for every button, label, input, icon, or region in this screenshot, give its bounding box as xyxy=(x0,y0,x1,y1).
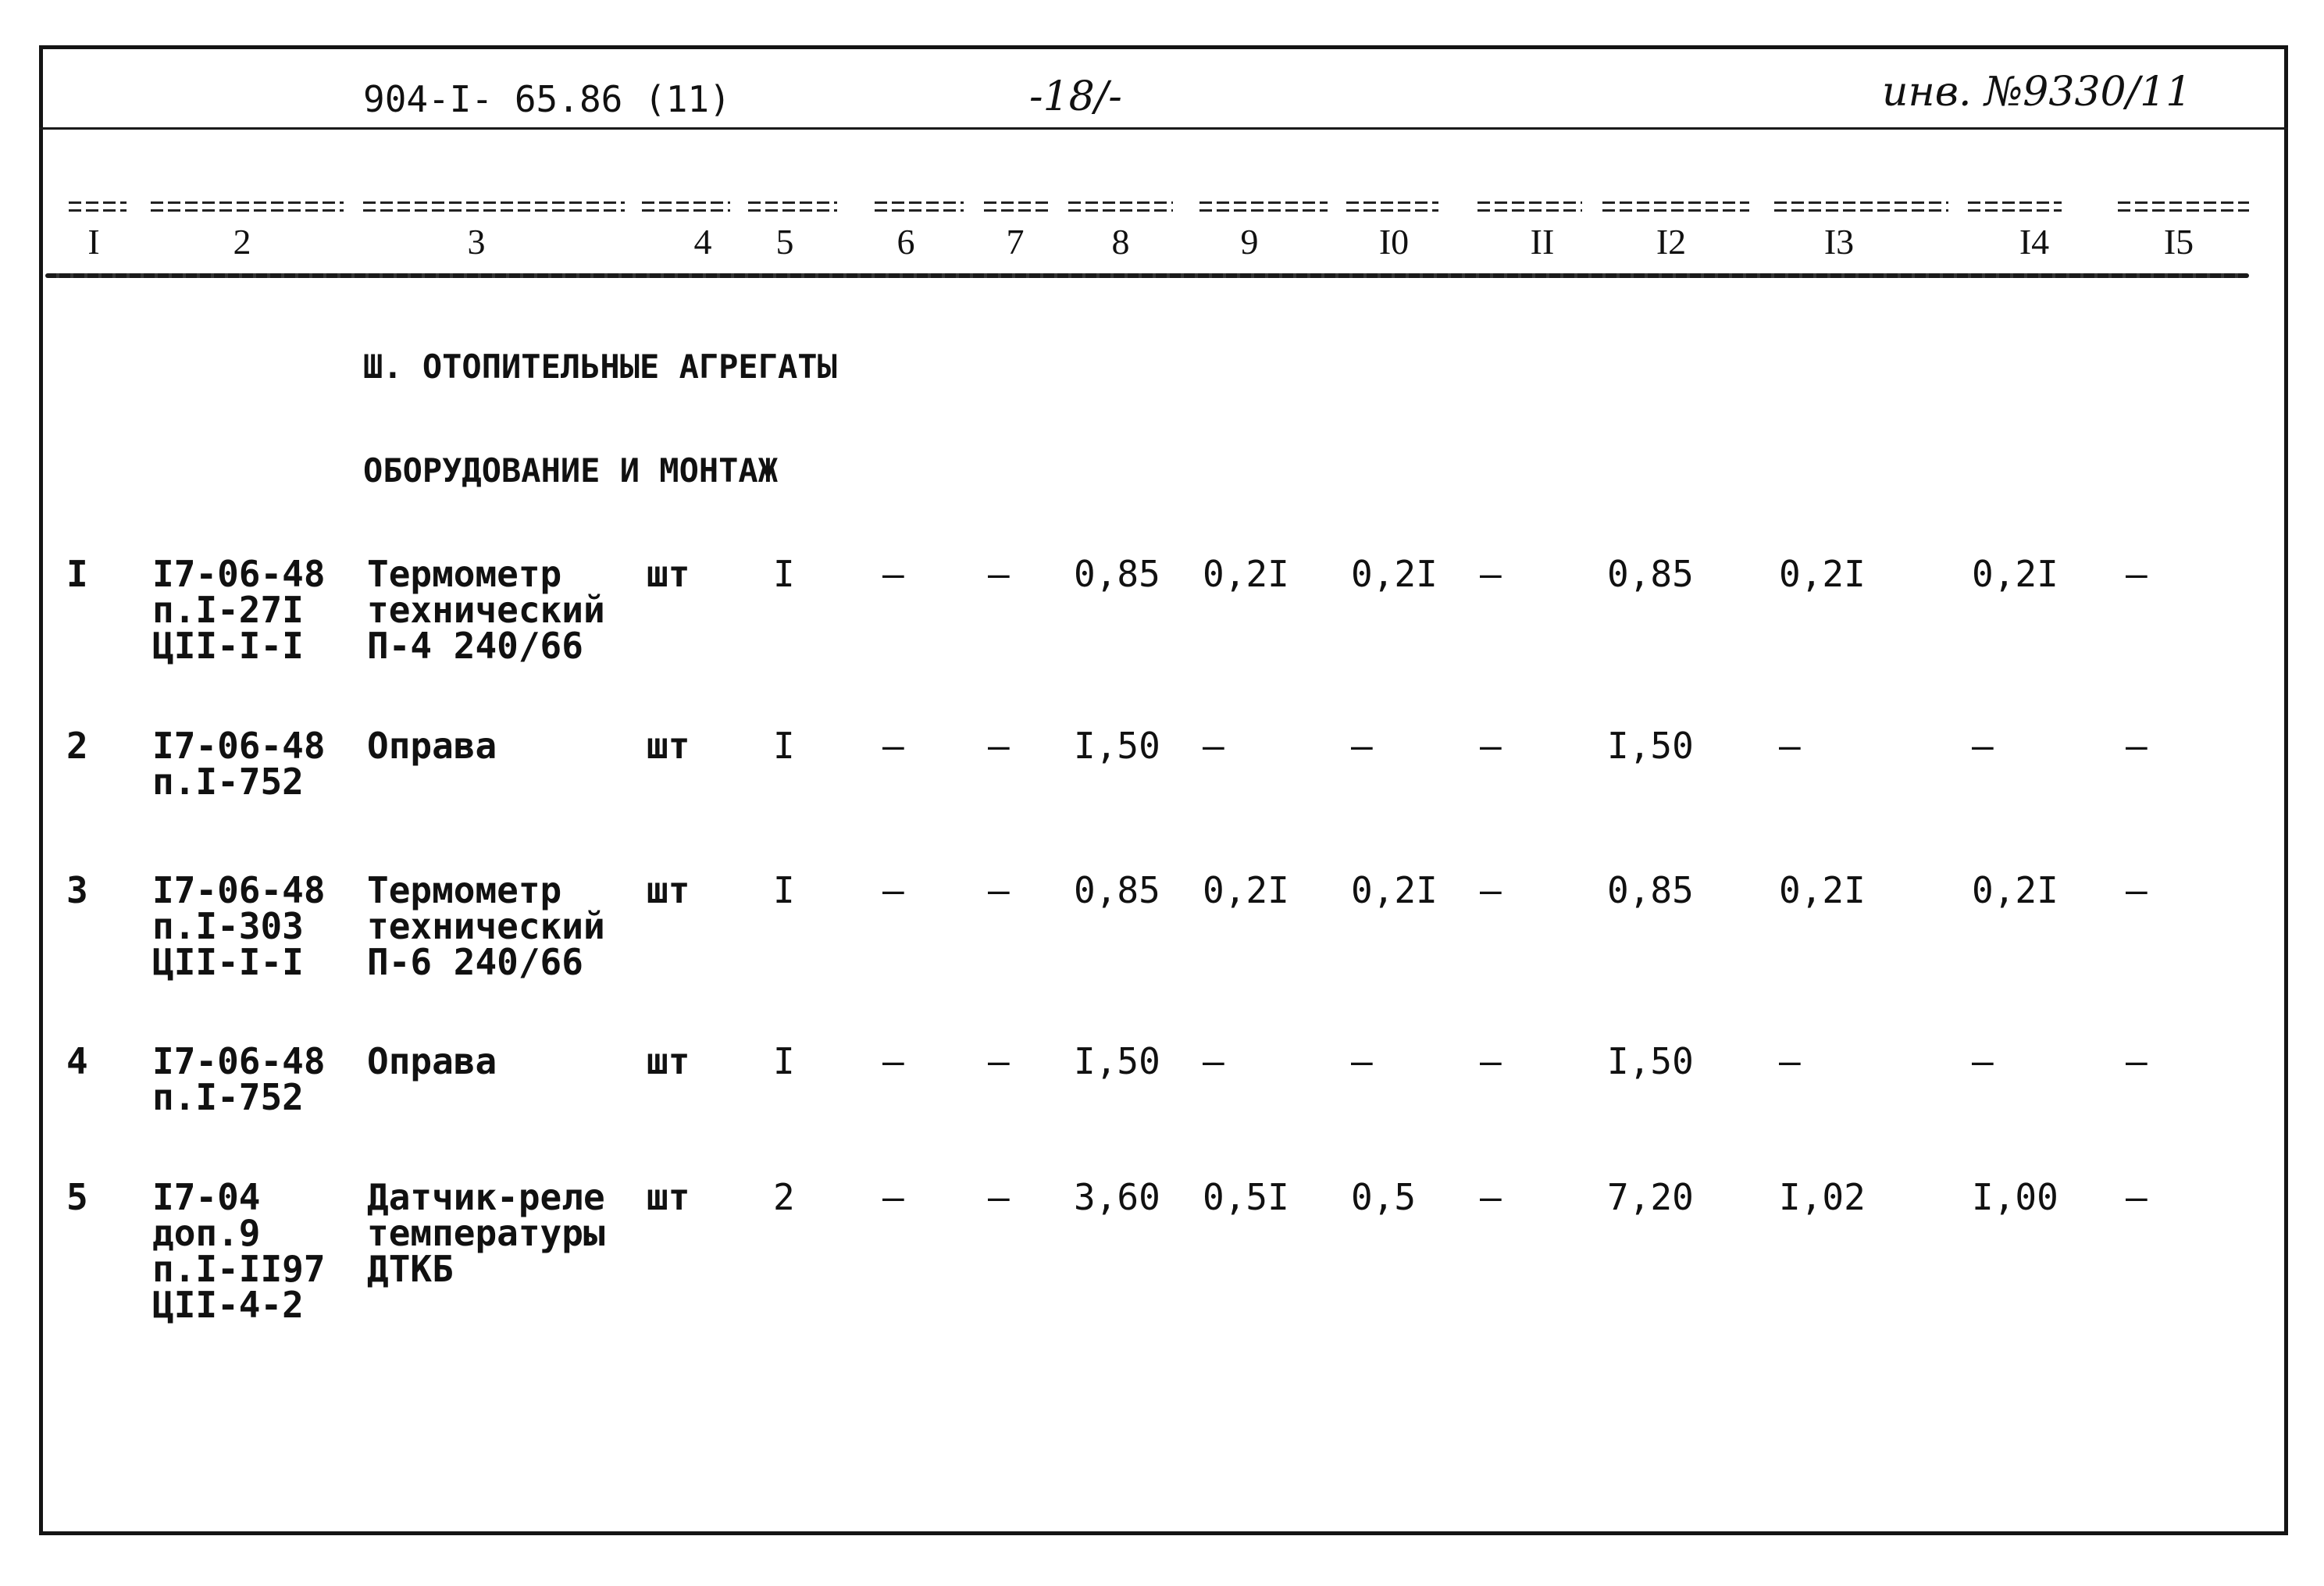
cell-line: Термометр xyxy=(367,869,562,911)
cell-line: Термометр xyxy=(367,553,562,595)
cell-name xyxy=(367,725,497,767)
cell-unit: шт xyxy=(647,553,690,595)
cell-line: I7-06-48 xyxy=(152,869,326,911)
cell-c6: – xyxy=(882,1040,904,1082)
header-double-rule xyxy=(748,201,837,204)
cell-c11: – xyxy=(1480,725,1502,767)
cell-c15: – xyxy=(2126,553,2148,595)
cell-c8: 3,60 xyxy=(1074,1176,1160,1218)
column-number: I2 xyxy=(1656,222,1687,262)
cell-unit: шт xyxy=(647,1176,690,1218)
cell-code xyxy=(152,869,326,983)
cell-name xyxy=(367,1040,497,1082)
header-double-rule xyxy=(363,201,625,204)
header-double-rule xyxy=(984,209,1048,212)
header-double-rule xyxy=(1199,201,1328,204)
column-number: 5 xyxy=(775,222,794,262)
column-number: 9 xyxy=(1240,222,1259,262)
page-number: -18/- xyxy=(1029,73,1122,120)
column-number: 3 xyxy=(467,222,486,262)
cell-c5: I xyxy=(773,869,795,911)
column-number: I xyxy=(87,222,100,262)
cell-c10: – xyxy=(1351,1040,1373,1082)
cell-c14: I,00 xyxy=(1972,1176,2058,1218)
cell-line: ЦII-I-I xyxy=(152,625,304,667)
column-number: 8 xyxy=(1111,222,1130,262)
cell-c13: I,02 xyxy=(1779,1176,1866,1218)
header-double-rule xyxy=(1968,201,2062,204)
cell-c9: 0,2I xyxy=(1203,869,1289,911)
cell-n: 2 xyxy=(66,725,88,767)
cell-line: технический xyxy=(367,905,605,947)
cell-c12: 0,85 xyxy=(1607,869,1694,911)
column-number: 7 xyxy=(1006,222,1025,262)
cell-line: п.I-27I xyxy=(152,589,304,631)
cell-c12: 0,85 xyxy=(1607,553,1694,595)
column-number: I3 xyxy=(1823,222,1855,262)
cell-code xyxy=(152,553,326,667)
cell-c7: – xyxy=(988,869,1010,911)
header-double-rule xyxy=(363,209,625,212)
cell-c12: I,50 xyxy=(1607,1040,1694,1082)
cell-code xyxy=(152,725,326,803)
header-double-rule xyxy=(1602,201,1749,204)
cell-c15: – xyxy=(2126,1040,2148,1082)
cell-unit: шт xyxy=(647,869,690,911)
cell-c14: – xyxy=(1972,1040,1994,1082)
cell-c13: – xyxy=(1779,1040,1801,1082)
header-double-rule xyxy=(1774,209,1948,212)
cell-c6: – xyxy=(882,1176,904,1218)
cell-c6: – xyxy=(882,553,904,595)
cell-line: доп.9 xyxy=(152,1212,261,1254)
cell-line: I7-04 xyxy=(152,1176,261,1218)
cell-c11: – xyxy=(1480,1176,1502,1218)
cell-c10: – xyxy=(1351,725,1373,767)
cell-c8: I,50 xyxy=(1074,725,1160,767)
cell-c5: I xyxy=(773,553,795,595)
column-number: I0 xyxy=(1378,222,1410,262)
header-double-rule xyxy=(2118,201,2249,204)
cell-c7: – xyxy=(988,725,1010,767)
cell-name xyxy=(367,553,605,667)
header-double-rule xyxy=(1968,209,2062,212)
cell-c15: – xyxy=(2126,1176,2148,1218)
cell-name xyxy=(367,1176,605,1290)
cell-line: Оправа xyxy=(367,1040,497,1082)
cell-unit: шт xyxy=(647,1040,690,1082)
cell-c13: 0,2I xyxy=(1779,553,1866,595)
cell-c8: 0,85 xyxy=(1074,869,1160,911)
header-double-rule xyxy=(748,209,837,212)
cell-c10: 0,2I xyxy=(1351,553,1438,595)
column-number: I4 xyxy=(2019,222,2050,262)
header-double-rule xyxy=(151,209,344,212)
cell-c11: – xyxy=(1480,1040,1502,1082)
cell-c10: 0,5 xyxy=(1351,1176,1417,1218)
cell-line: I7-06-48 xyxy=(152,725,326,767)
cell-line: технический xyxy=(367,589,605,631)
cell-c9: – xyxy=(1203,725,1224,767)
column-number: I5 xyxy=(2163,222,2194,262)
cell-c11: – xyxy=(1480,869,1502,911)
cell-c7: – xyxy=(988,1176,1010,1218)
cell-line: ДТКБ xyxy=(367,1248,454,1290)
header-divider xyxy=(39,127,2288,130)
cell-c9: 0,2I xyxy=(1203,553,1289,595)
header-double-rule xyxy=(875,209,964,212)
header-double-rule xyxy=(984,201,1048,204)
header-double-rule xyxy=(69,201,127,204)
cell-c7: – xyxy=(988,553,1010,595)
cell-line: П-4 240/66 xyxy=(367,625,583,667)
cell-n: 4 xyxy=(66,1040,88,1082)
column-number: 6 xyxy=(896,222,915,262)
cell-line: П-6 240/66 xyxy=(367,941,583,983)
cell-line: Датчик-реле xyxy=(367,1176,605,1218)
cell-c15: – xyxy=(2126,869,2148,911)
cell-c12: 7,20 xyxy=(1607,1176,1694,1218)
subsection-title: ОБОРУДОВАНИЕ И МОНТАЖ xyxy=(363,451,779,490)
header-double-rule xyxy=(2118,209,2249,212)
header-double-rule xyxy=(151,201,344,204)
cell-c12: I,50 xyxy=(1607,725,1694,767)
column-number: 4 xyxy=(693,222,712,262)
inventory-number: инв. №9330/11 xyxy=(1882,69,2192,116)
cell-line: п.I-752 xyxy=(152,761,304,803)
header-double-rule xyxy=(875,201,964,204)
document-code: 904-I- 65.86 (11) xyxy=(363,78,731,120)
cell-line: I7-06-48 xyxy=(152,1040,326,1082)
cell-n: I xyxy=(66,553,88,595)
cell-c6: – xyxy=(882,725,904,767)
column-number: 2 xyxy=(233,222,251,262)
cell-c5: I xyxy=(773,725,795,767)
column-header-rule xyxy=(45,273,2249,278)
cell-c13: 0,2I xyxy=(1779,869,1866,911)
cell-line: п.I-II97 xyxy=(152,1248,326,1290)
header-double-rule xyxy=(1346,209,1438,212)
cell-c11: – xyxy=(1480,553,1502,595)
cell-c15: – xyxy=(2126,725,2148,767)
cell-c8: I,50 xyxy=(1074,1040,1160,1082)
header-double-rule xyxy=(1346,201,1438,204)
cell-line: п.I-303 xyxy=(152,905,304,947)
cell-c10: 0,2I xyxy=(1351,869,1438,911)
cell-c9: – xyxy=(1203,1040,1224,1082)
cell-c5: I xyxy=(773,1040,795,1082)
cell-line: I7-06-48 xyxy=(152,553,326,595)
section-title: Ш. ОТОПИТЕЛЬНЫЕ АГРЕГАТЫ xyxy=(363,347,837,386)
header-double-rule xyxy=(1774,201,1948,204)
cell-unit: шт xyxy=(647,725,690,767)
cell-line: п.I-752 xyxy=(152,1076,304,1118)
cell-code xyxy=(152,1040,326,1118)
header-double-rule xyxy=(1068,201,1173,204)
header-double-rule xyxy=(642,201,730,204)
cell-line: ЦII-4-2 xyxy=(152,1284,304,1326)
document-frame xyxy=(39,45,2288,1535)
header-double-rule xyxy=(1477,209,1582,212)
header-double-rule xyxy=(1602,209,1749,212)
cell-c5: 2 xyxy=(773,1176,795,1218)
header-double-rule xyxy=(1477,201,1582,204)
header-double-rule xyxy=(1199,209,1328,212)
column-number: II xyxy=(1530,222,1555,262)
cell-c13: – xyxy=(1779,725,1801,767)
header-double-rule xyxy=(1068,209,1173,212)
cell-c14: 0,2I xyxy=(1972,553,2058,595)
cell-c7: – xyxy=(988,1040,1010,1082)
cell-n: 5 xyxy=(66,1176,88,1218)
cell-line: ЦII-I-I xyxy=(152,941,304,983)
header-double-rule xyxy=(69,209,127,212)
cell-c6: – xyxy=(882,869,904,911)
cell-c9: 0,5I xyxy=(1203,1176,1289,1218)
cell-code xyxy=(152,1176,326,1326)
cell-c14: 0,2I xyxy=(1972,869,2058,911)
cell-line: температуры xyxy=(367,1212,605,1254)
cell-c14: – xyxy=(1972,725,1994,767)
header-double-rule xyxy=(642,209,730,212)
cell-line: Оправа xyxy=(367,725,497,767)
cell-name xyxy=(367,869,605,983)
cell-n: 3 xyxy=(66,869,88,911)
cell-c8: 0,85 xyxy=(1074,553,1160,595)
